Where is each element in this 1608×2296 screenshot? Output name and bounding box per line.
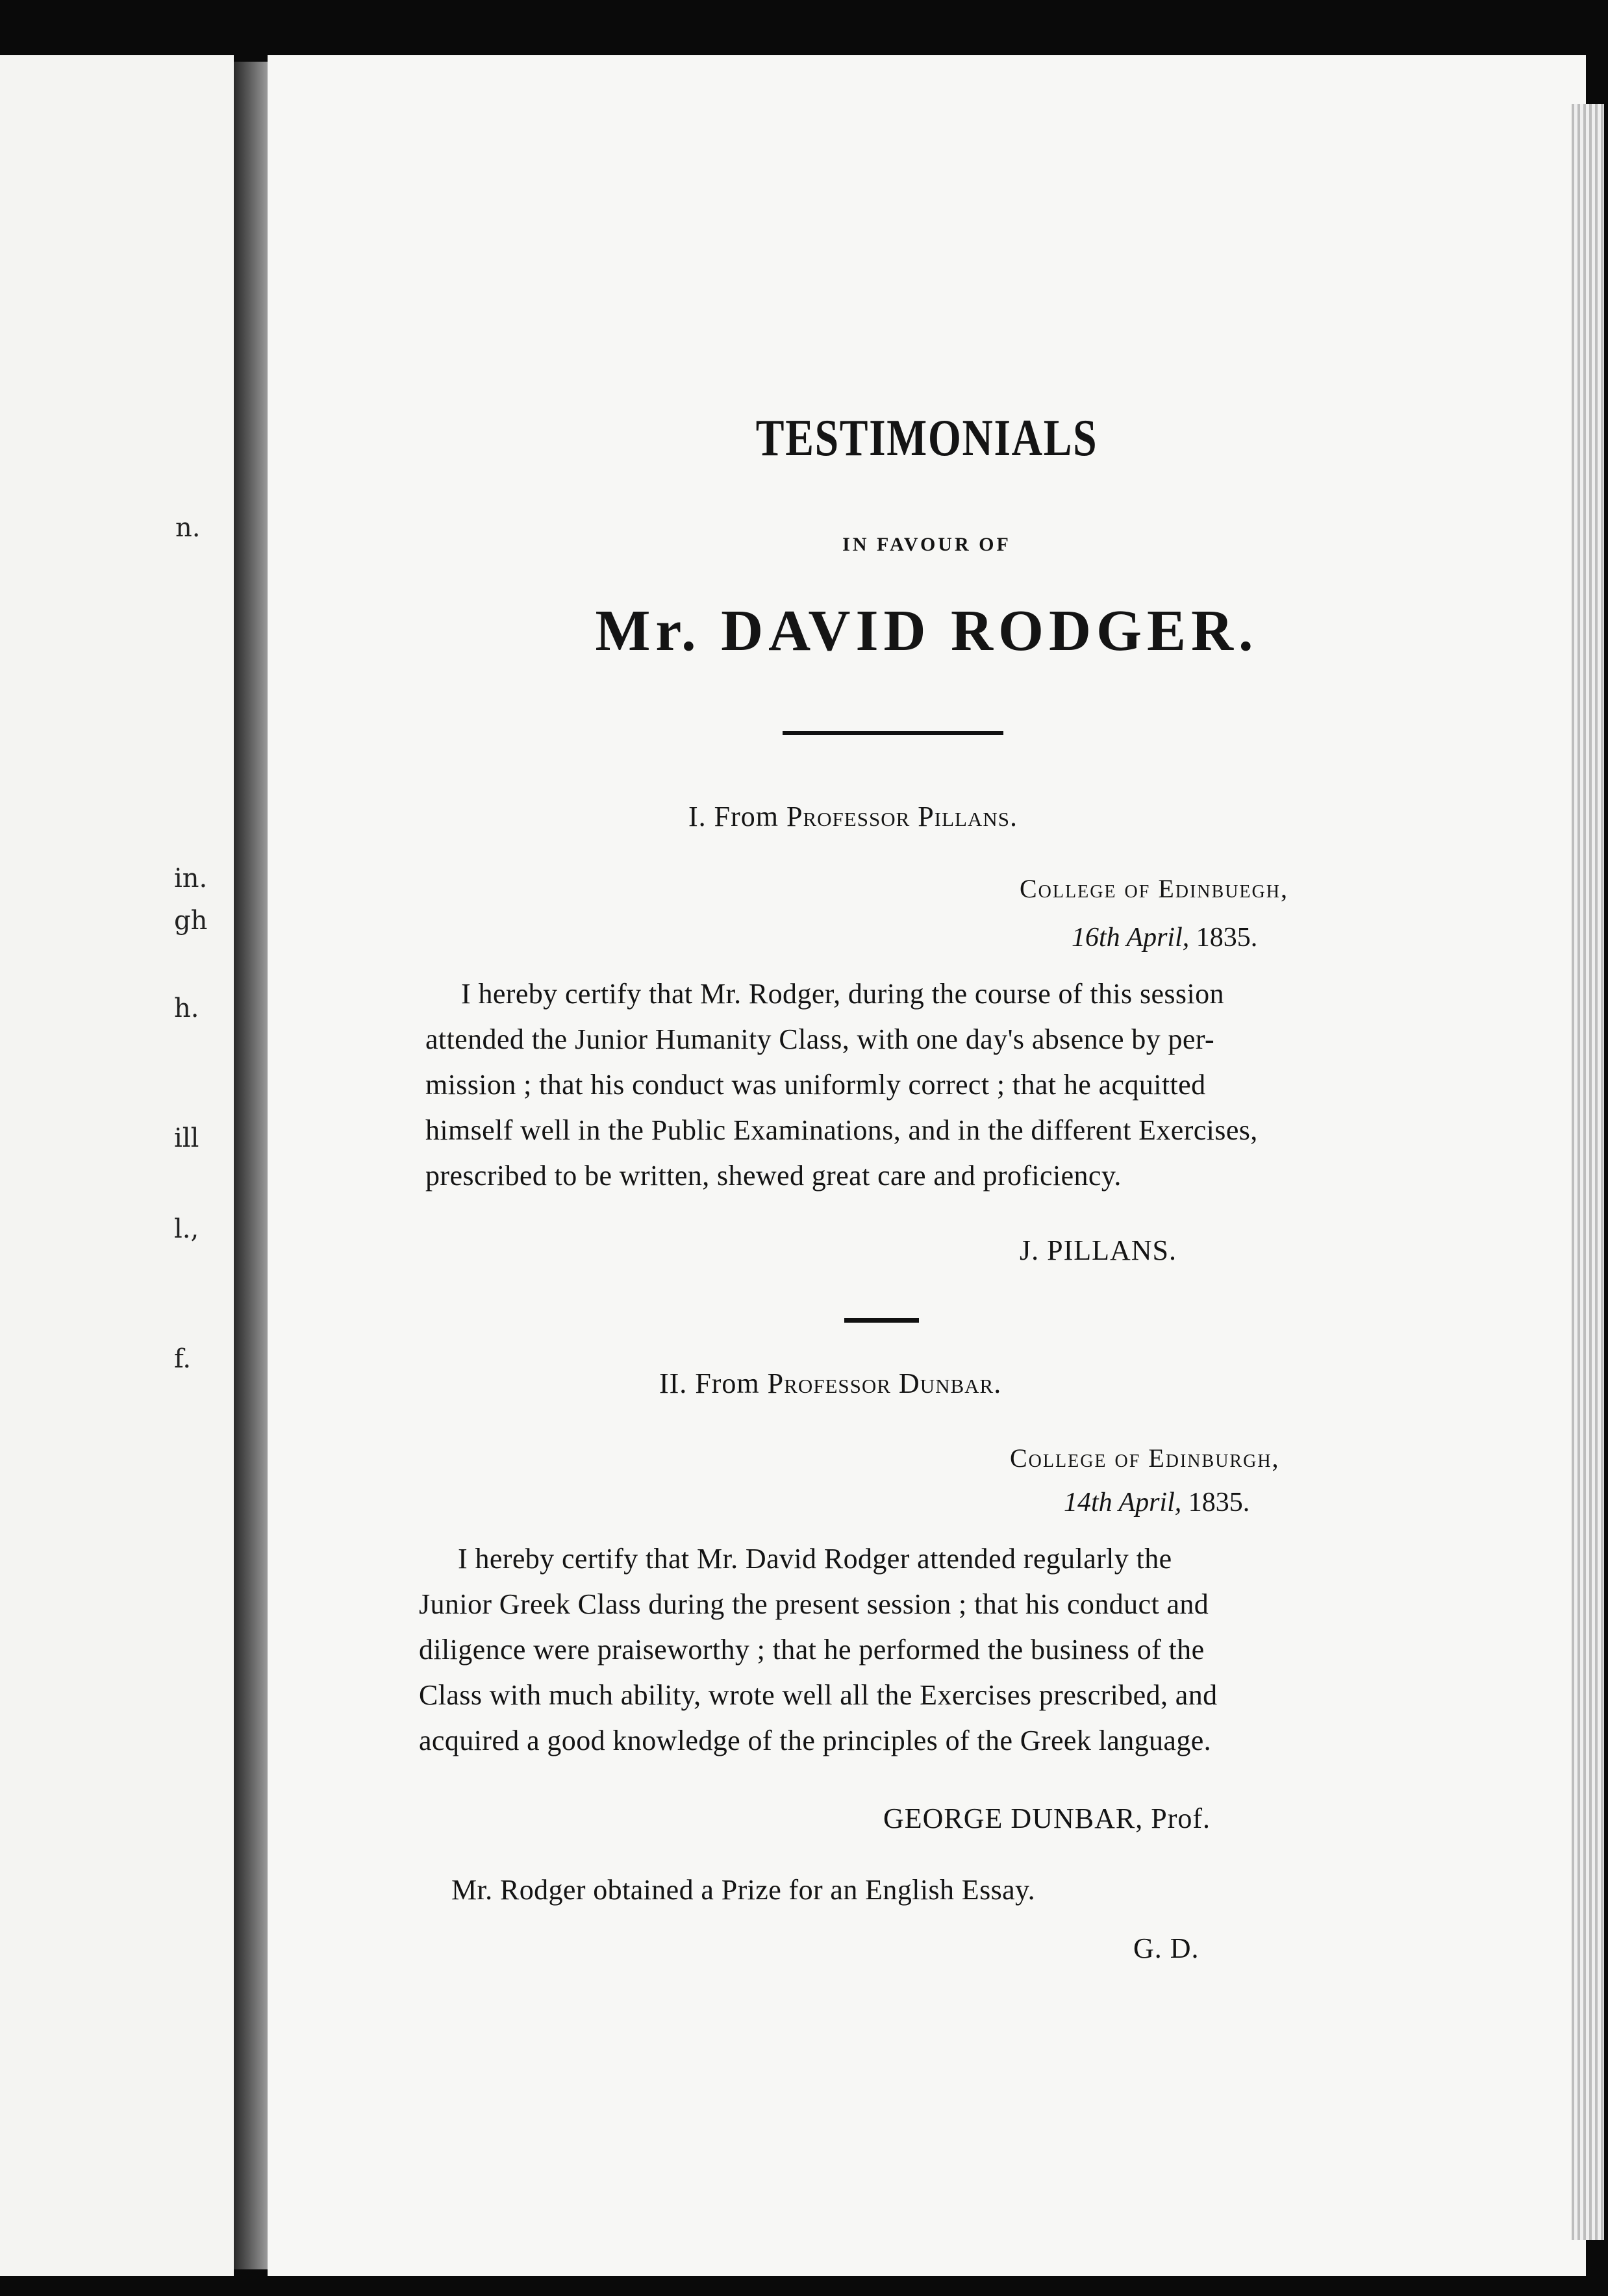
page-edge [1572,104,1604,2240]
testimonial-text-line: himself well in the Public Examinations, and in the different Exercises, [425,1114,1258,1146]
subject-name: Mr. DAVID RODGER. [595,599,1259,663]
testimonial-heading [688,800,1018,833]
testimonial-text-line: acquired a good knowledge of the principles of the Greek language. [419,1725,1212,1756]
testimonial-date [1072,922,1257,953]
testimonial-date-day: 14th April, [1064,1488,1182,1517]
testimonial-place: College of Edinburgh, [1010,1443,1280,1473]
testimonial-date-year: 1835. [1188,1488,1250,1517]
testimonial-from: From [714,801,779,832]
testimonial-numeral: I. [688,801,707,832]
document-title: TESTIMONIALS [755,410,1098,467]
testimonial-place: College of Edinbuegh, [1020,874,1288,903]
testimonial-text-line: I hereby certify that Mr. David Rodger attended regularly the [458,1543,1172,1575]
testimonial-from: From [695,1367,760,1399]
postscript-initials: G. D. [1133,1932,1200,1964]
section-divider [783,731,1003,735]
testimonial-text-line: mission ; that his conduct was uniformly correct ; that he acquitted [425,1069,1206,1101]
left-page-fragment: h. [174,993,199,1023]
document-subtitle: IN FAVOUR OF [842,534,1011,555]
testimonial-text-line: attended the Junior Humanity Class, with one day's absence by per- [425,1023,1215,1055]
testimonial-date-day: 16th April, [1072,923,1190,953]
testimonial-author: Professor Pillans. [786,801,1018,832]
testimonial-numeral: II. [659,1367,688,1399]
testimonial-text-line: Class with much ability, wrote well all the Exercises prescribed, and [419,1679,1218,1711]
left-page-fragment: f. [174,1344,192,1374]
testimonial-date [1064,1487,1250,1518]
left-page-fragment: n. [175,513,201,543]
left-page-fragment: ill [174,1123,199,1153]
left-page-fragment: gh [174,906,208,936]
testimonial-date-year: 1835. [1196,923,1258,953]
book-gutter [234,62,268,2269]
testimonial-heading [659,1367,1001,1400]
left-page-fragment: l., [174,1214,199,1244]
left-page-fragment: in. [174,864,208,893]
testimonial-signature: GEORGE DUNBAR, Prof. [883,1803,1211,1834]
testimonial-text-line: I hereby certify that Mr. Rodger, during the course of this session [461,978,1224,1010]
testimonial-author: Professor Dunbar. [767,1367,1002,1399]
testimonial-text-line: Junior Greek Class during the present session ; that his conduct and [419,1588,1209,1620]
left-facing-page [0,55,234,2276]
testimonial-signature: J. PILLANS. [1020,1234,1177,1266]
section-divider [844,1318,919,1323]
testimonial-text-line: diligence were praiseworthy ; that he performed the business of the [419,1634,1205,1666]
testimonial-text-line: prescribed to be written, shewed great care and proficiency. [425,1160,1122,1192]
postscript: Mr. Rodger obtained a Prize for an English Essay. [451,1874,1035,1906]
